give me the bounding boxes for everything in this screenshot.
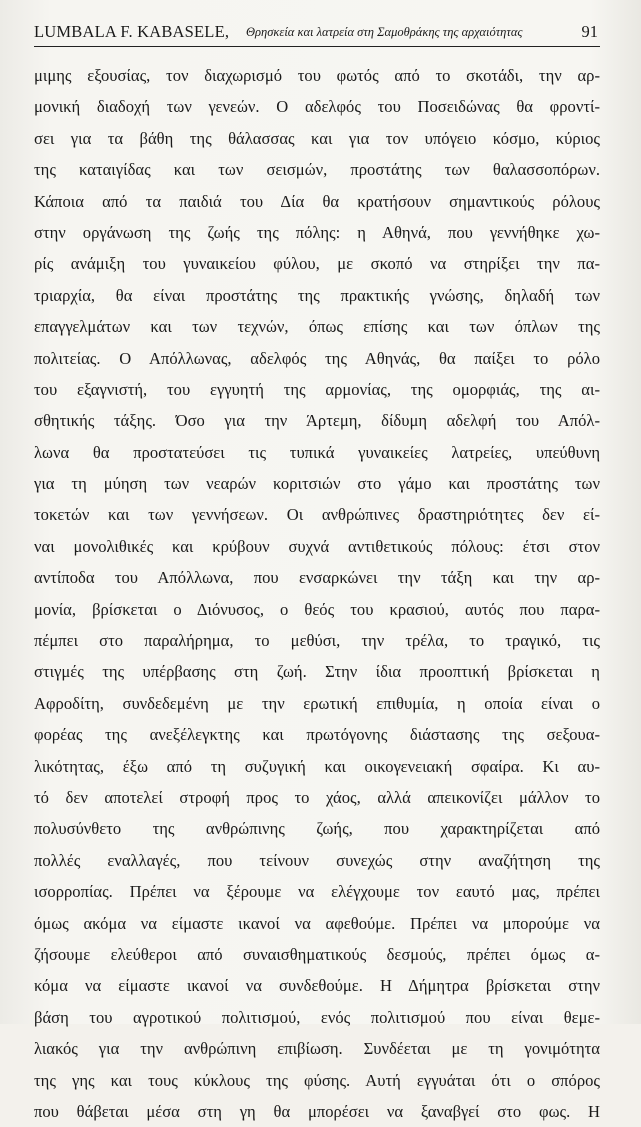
text-line: πολυσύνθετο της ανθρώπινης ζωής, που χαρακτηρίζεται από [34, 819, 600, 839]
text-line: πολλές εναλλαγές, που τείνουν συνεχώς στην αναζήτηση της [34, 850, 600, 870]
text-line: σει για τα βάθη της θάλασσας και για τον υπόγειο κόσμο, κύριος [34, 128, 600, 148]
text-line: ναι μονολιθικές και κρύβουν συχνά αντιθετικούς πόλους: έτσι στον [34, 536, 600, 556]
text-line: λιακός για την ανθρώπινη επιβίωση. Συνδέεται με τη γονιμότητα [34, 1039, 600, 1059]
text-line: τοκετών και των γεννήσεων. Οι ανθρώπινες δραστηριότητες δεν εί- [34, 505, 600, 525]
text-line: ισορροπίας. Πρέπει να ξέρουμε να ελέγχουμε τον εαυτό μας, πρέπει [34, 882, 600, 902]
text-line: στην οργάνωση της ζωής της πόλης: η Αθηνά, που γεννήθηκε χω- [34, 222, 600, 242]
text-line: βάση του αγροτικού πολιτισμού, ενός πολιτισμού που είναι θεμε- [34, 1007, 600, 1027]
text-line: για τη μύηση των νεαρών κοριτσιών στο γάμο και προστάτης των [34, 474, 600, 494]
text-line: μιμης εξουσίας, τον διαχωρισμό του φωτός από το σκοτάδι, την αρ- [34, 66, 600, 85]
text-line: μονική διαδοχή των γενεών. Ο αδελφός του Ποσειδώνας θα φροντί- [34, 97, 600, 117]
text-line: τριαρχία, θα είναι προστάτης της πρακτικής γνώσης, δηλαδή των [34, 285, 600, 305]
text-line: επαγγελμάτων και των τεχνών, όπως επίσης και των όπλων της [34, 317, 600, 337]
text-line: σθητικής τάξης. Όσο για την Άρτεμη, δίδυμη αδελφή του Απόλ- [34, 411, 600, 431]
text-line: τό δεν αποτελεί στροφή προς το χάος, αλλά απεικονίζει μάλλον το [34, 787, 600, 807]
text-line: ρίς ανάμιξη του γυναικείου φύλου, με σκοπό να στηρίξει την πα- [34, 254, 600, 274]
page-number: 91 [581, 22, 598, 41]
text-line: στιγμές της υπέρβασης στη ζωή. Στην ίδια προοπτική βρίσκεται η [34, 662, 600, 682]
text-line: μονία, βρίσκεται ο Διόνυσος, ο θεός του κρασιού, αυτός που παρα- [34, 599, 600, 619]
text-line: πολιτείας. Ο Απόλλωνας, αδελφός της Αθηνάς, θα παίξει το ρόλο [34, 348, 600, 368]
text-line: πέμπει στο παραλήρημα, το μεθύσι, την τρέλα, το τραγικό, τις [34, 631, 600, 651]
text-line: της καταιγίδας και των σεισμών, προστάτης των θαλασσοπόρων. [34, 160, 600, 180]
running-header [34, 20, 600, 47]
text-line: κόμα να είμαστε ικανοί να συνδεθούμε. Η Δήμητρα βρίσκεται στην [34, 976, 600, 996]
text-line: λωνα θα προστατεύσει τις τυπικά γυναικείες λατρείες, υπεύθυνη [34, 442, 600, 462]
text-line: του εξαγνιστή, του εγγυητή της αρμονίας, της ομορφιάς, της αι- [34, 379, 600, 399]
text-line: ζήσουμε ελεύθεροι από συναισθηματικούς δεσμούς, πρέπει όμως α- [34, 944, 600, 964]
text-line: της γης και τους κύκλους της φύσης. Αυτή εγγυάται ότι ο σπόρος [34, 1070, 600, 1090]
text-line: που θάβεται μέσα στη γη θα μπορέσει να ξαναβγεί στο φως. Η [34, 1101, 600, 1121]
text-line: αντίποδα του Απόλλωνα, που ενσαρκώνει την τάξη και την αρ- [34, 568, 600, 588]
text-line: Αφροδίτη, συνδεδεμένη με την ερωτική επιθυμία, η οποία είναι ο [34, 693, 600, 713]
text-line: φορέας της ανεξέλεγκτης και πρωτόγονης διάστασης της σεξουα- [34, 725, 600, 745]
text-line: Κάποια από τα παιδιά του Δία θα κρατήσουν σημαντικούς ρόλους [34, 191, 600, 211]
text-line: όμως ακόμα να είμαστε ικανοί να αφεθούμε. Πρέπει να μπορούμε να [34, 913, 600, 933]
text-line: λικότητας, έξω από τη συζυγική και οικογενειακή σφαίρα. Κι αυ- [34, 756, 600, 776]
running-title: Θρησκεία και λατρεία στη Σαμοθράκης της αρχαιότητας [246, 25, 523, 39]
body-text [34, 60, 600, 1127]
author-name: LUMBALA F. KABASELE, [34, 22, 230, 41]
